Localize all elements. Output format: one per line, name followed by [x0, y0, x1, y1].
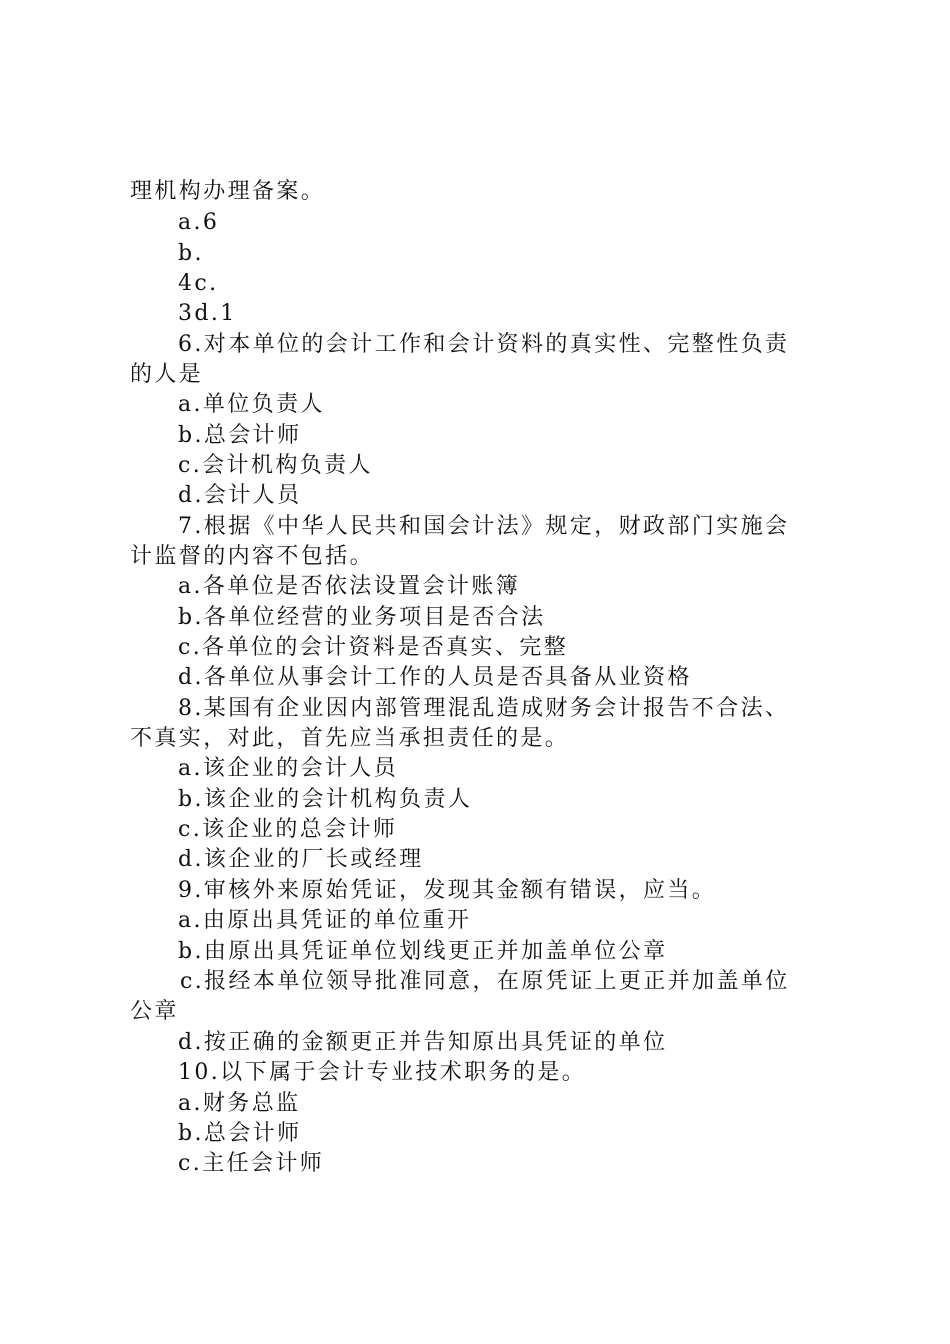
question-8: 8.某国有企业因内部管理混乱造成财务会计报告不合法、 [178, 696, 790, 721]
option-a: a.财务总监 [178, 1091, 301, 1116]
option-c: c.主任会计师 [178, 1151, 325, 1176]
option-a: a.各单位是否依法设置会计账簿 [178, 574, 521, 599]
option-a: a.该企业的会计人员 [178, 756, 399, 781]
option-b: b.各单位经营的业务项目是否合法 [178, 605, 546, 630]
option-a: a.单位负责人 [178, 392, 325, 417]
option-b: b.总会计师 [178, 423, 302, 448]
option-c: c.会计机构负责人 [178, 453, 373, 478]
question-7: 7.根据《中华人民共和国会计法》规定，财政部门实施会 [178, 514, 790, 539]
option-d: d.该企业的厂长或经理 [178, 847, 424, 872]
option-d: d.会计人员 [178, 483, 302, 508]
option-c: 4c. [178, 271, 219, 296]
option-c-continued: 公章 [130, 999, 179, 1024]
option-d: d.按正确的金额更正并告知原出具凭证的单位 [178, 1030, 668, 1055]
option-a: a.由原出具凭证的单位重开 [178, 908, 472, 933]
option-d: 3d.1 [178, 301, 237, 326]
option-b: b.由原出具凭证单位划线更正并加盖单位公章 [178, 939, 668, 964]
option-b: b.总会计师 [178, 1121, 302, 1146]
question-10: 10.以下属于会计专业技术职务的是。 [178, 1060, 587, 1085]
question-8-continued: 不真实，对此，首先应当承担责任的是。 [130, 726, 570, 751]
question-6-continued: 的人是 [130, 362, 204, 387]
text-line: 理机构办理备案。 [130, 179, 326, 204]
question-7-continued: 计监督的内容不包括。 [130, 544, 375, 569]
option-c: c.报经本单位领导批准同意，在原凭证上更正并加盖单位 [180, 969, 790, 994]
question-9: 9.审核外来原始凭证，发现其金额有错误，应当。 [178, 878, 717, 903]
question-6: 6.对本单位的会计工作和会计资料的真实性、完整性负责 [178, 332, 790, 357]
option-c: c.该企业的总会计师 [178, 817, 398, 842]
option-a: a.6 [178, 210, 220, 235]
option-d: d.各单位从事会计工作的人员是否具备从业资格 [178, 665, 692, 690]
option-b: b. [178, 241, 204, 266]
option-b: b.该企业的会计机构负责人 [178, 787, 473, 812]
option-c: c.各单位的会计资料是否真实、完整 [178, 635, 569, 660]
